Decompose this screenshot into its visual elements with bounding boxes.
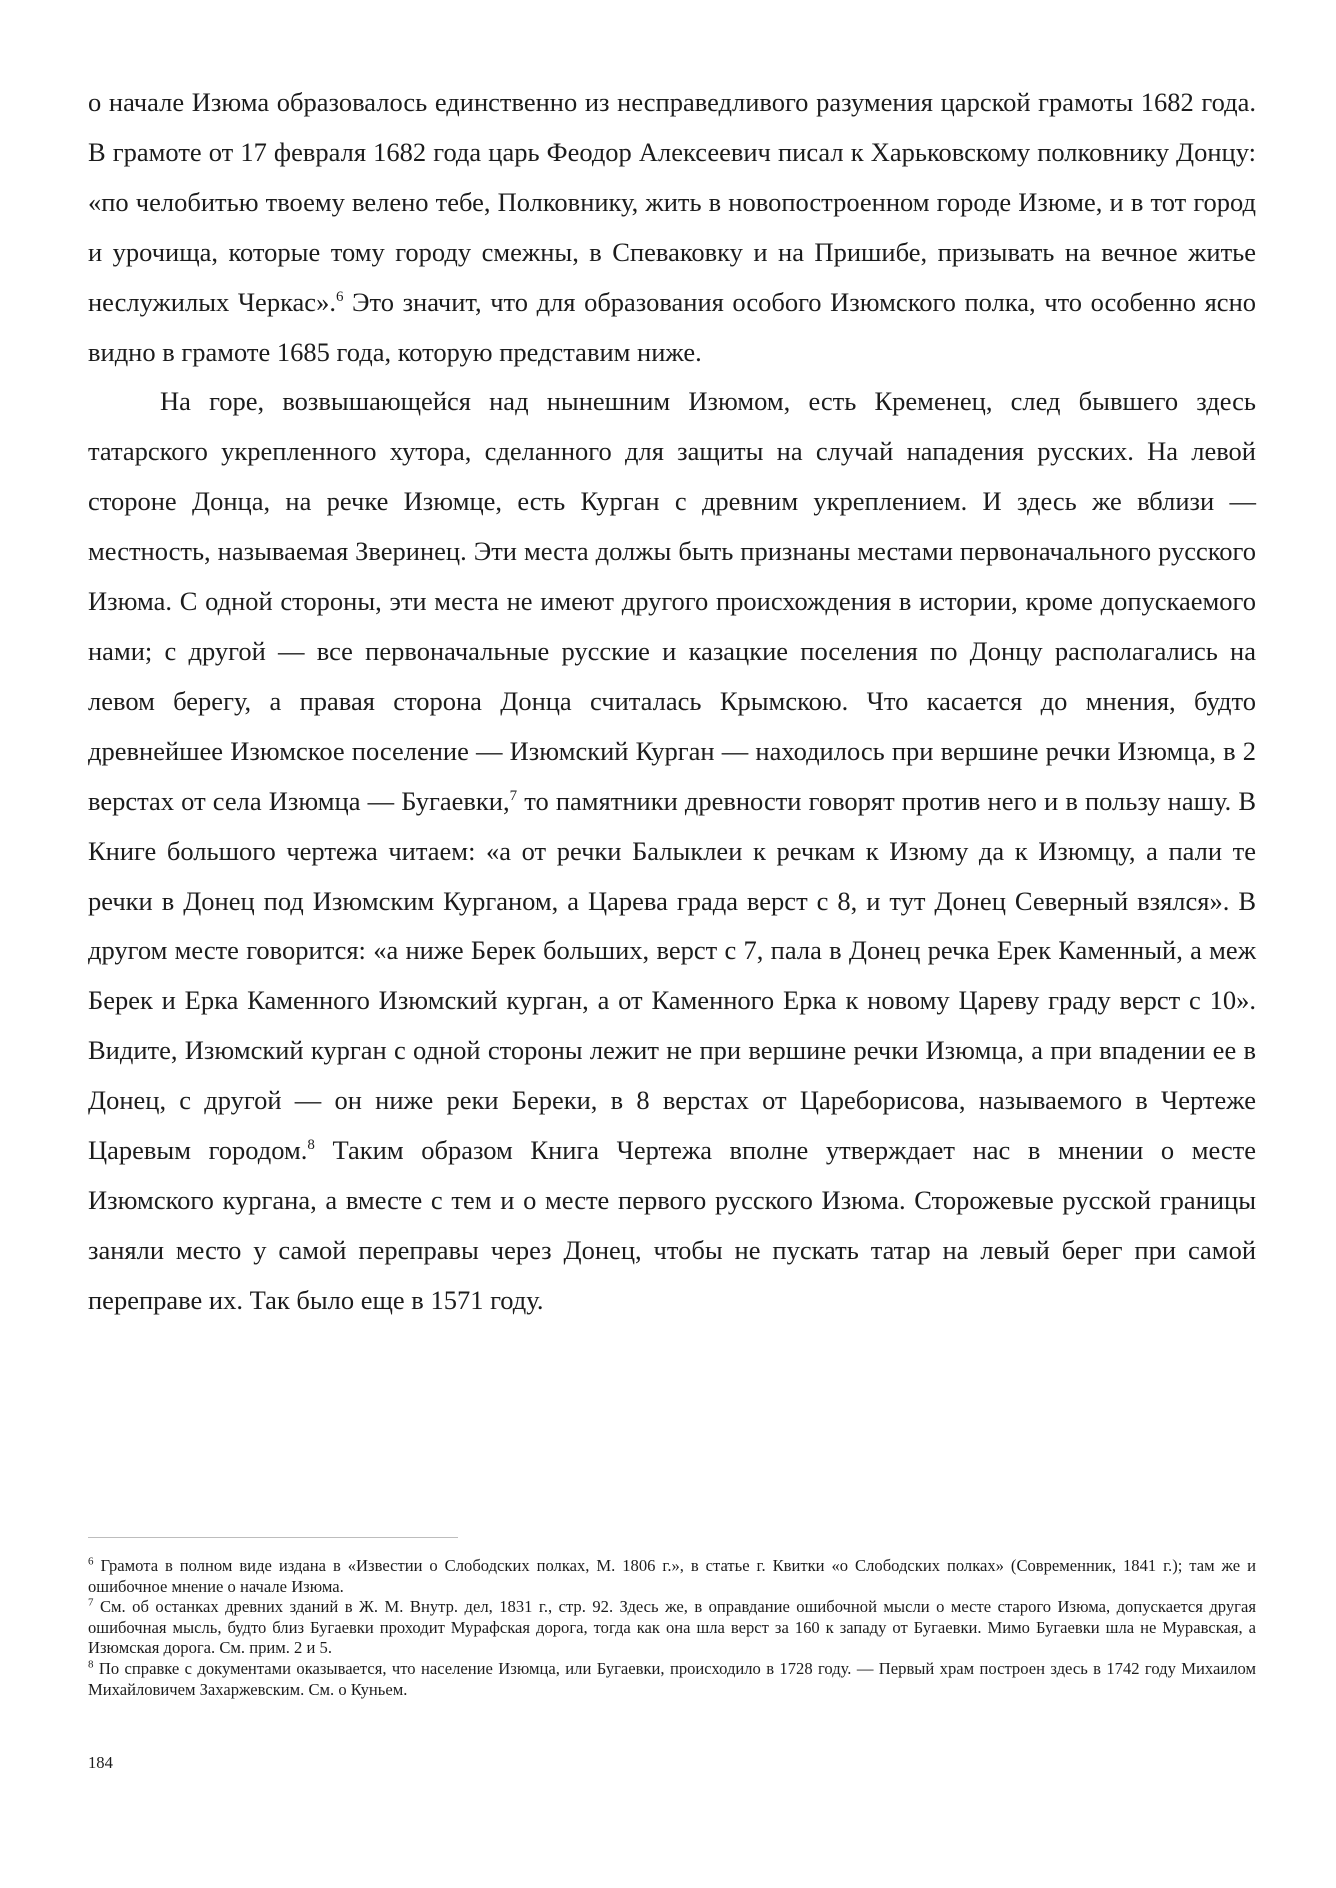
footnote-mark-8: 8 [88, 1658, 94, 1671]
paragraph-2-text-c: Таким образом Книга Чертежа вполне утверждает нас в мнении о месте Изюмского кургана, а вместе с тем и о месте первого русского Изюма. Сторожевые русской границы заняли место у самой переправы через Донец, чтобы не пускать татар на левый берег при самой переправе их. Так было еще в 1571 году. [88, 1135, 1256, 1315]
footnotes [88, 1556, 1256, 1700]
footnote-ref-8[interactable]: 8 [307, 1137, 315, 1154]
paragraph-2 [88, 377, 1256, 1325]
paragraph-1-text-b: Это значит, что для образования особого Изюмского полка, что особенно ясно видно в грамоте 1685 года, которую представим ниже. [88, 286, 1257, 367]
footnote-ref-6[interactable]: 6 [335, 288, 344, 305]
footnote-6-text: Грамота в полном виде издана в «Известии о Слободских полках, М. 1806 г.», в статье г. Квитки «о Слободских полках» (Современник, 1841 г.); там же и ошибочное мнение о начале Изюма. [88, 1556, 1256, 1596]
footnote-8-text: По справке с документами оказывается, что население Изюмца, или Бугаевки, происходило в 1728 году. — Первый храм построен здесь в 1742 году Михаилом Михайловичем Захаржевским. См. о Куньем. [88, 1658, 1256, 1699]
paragraph-1-text-a: о начале Изюма образовалось единственно из несправедливого разумения царской грамоты 1682 года. В грамоте от 17 февраля 1682 года царь Феодор Алексеевич писал к Харьковскому полковнику Донцу: «по челобитью твоему велено тебе, Полковнику, жить в новопостроенном городе Изюме, и в тот город и урочища, которые тому городу смежны, в Спеваковку и на Пришибе, призывать на вечное житье неслужилых Черкас». [88, 87, 1256, 317]
footnote-7-text: См. об останках древних зданий в Ж. М. Внутр. дел, 1831 г., стр. 92. Здесь же, в оправдание ошибочной мысли о месте старого Изюма, допускается другая ошибочная мысль, будто близ Бугаевки проходит Мурафская дорога, тогда как она шла верст за 160 к западу от Бугаевки. Мимо Бугаевки шла не Муравская, а Изюмская дорога. См. прим. 2 и 5. [88, 1597, 1256, 1658]
footnote-6 [88, 1556, 1256, 1597]
paragraph-2-text-a: На горе, возвышающейся над нынешним Изюмом, есть Кременец, след бывшего здесь татарского укрепленного хутора, сделанного для защиты на случай нападения русских. На левой стороне Донца, на речке Изюмце, есть Курган с древним укреплением. И здесь же вблизи — местность, называемая Зверинец. Эти места должы быть признаны местами первоначального русского Изюма. С одной стороны, эти места не имеют другого происхождения в истории, кроме допускаемого нами; с другой — все первоначальные русские и казацкие поселения по Донцу располагались на левом берегу, а правая сторона Донца считалась Крымскою. Что касается до мнения, будто древнейшее Изюмское поселение — Изюмский Курган — находилось при вершине речки Изюмца, в 2 верстах от села Изюмца — Бугаевки, [88, 386, 1256, 816]
page-number: 184 [88, 1753, 113, 1772]
footnote-ref-7[interactable]: 7 [509, 787, 518, 804]
footnote-mark-7: 7 [88, 1596, 94, 1609]
main-text [88, 78, 1256, 1326]
footnote-separator [88, 1537, 458, 1538]
footnote-mark-6: 6 [88, 1555, 94, 1568]
paragraph-1 [88, 78, 1256, 377]
paragraph-2-text-b: то памятники древности говорят против него и в пользу нашу. В Книге большого чертежа читаем: «а от речки Балыклеи к речкам к Изюму да к Изюмцу, а пали те речки в Донец под Изюмским Курганом, а Царева града верст с 8, и тут Донец Северный взялся». В другом месте говорится: «а ниже Берек больших, верст с 7, пала в Донец речка Ерек Каменный, а меж Берек и Ерка Каменного Изюмский курган, а от Каменного Ерка к новому Цареву граду верст с 10». Видите, Изюмский курган с одной стороны лежит не при вершине речки Изюмца, а при впадении ее в Донец, с другой — он ниже реки Береки, в 8 верстах от Цареборисова, называемого в Чертеже Царевым городом. [88, 785, 1256, 1166]
footnote-8 [88, 1659, 1256, 1700]
footnote-7 [88, 1597, 1256, 1659]
